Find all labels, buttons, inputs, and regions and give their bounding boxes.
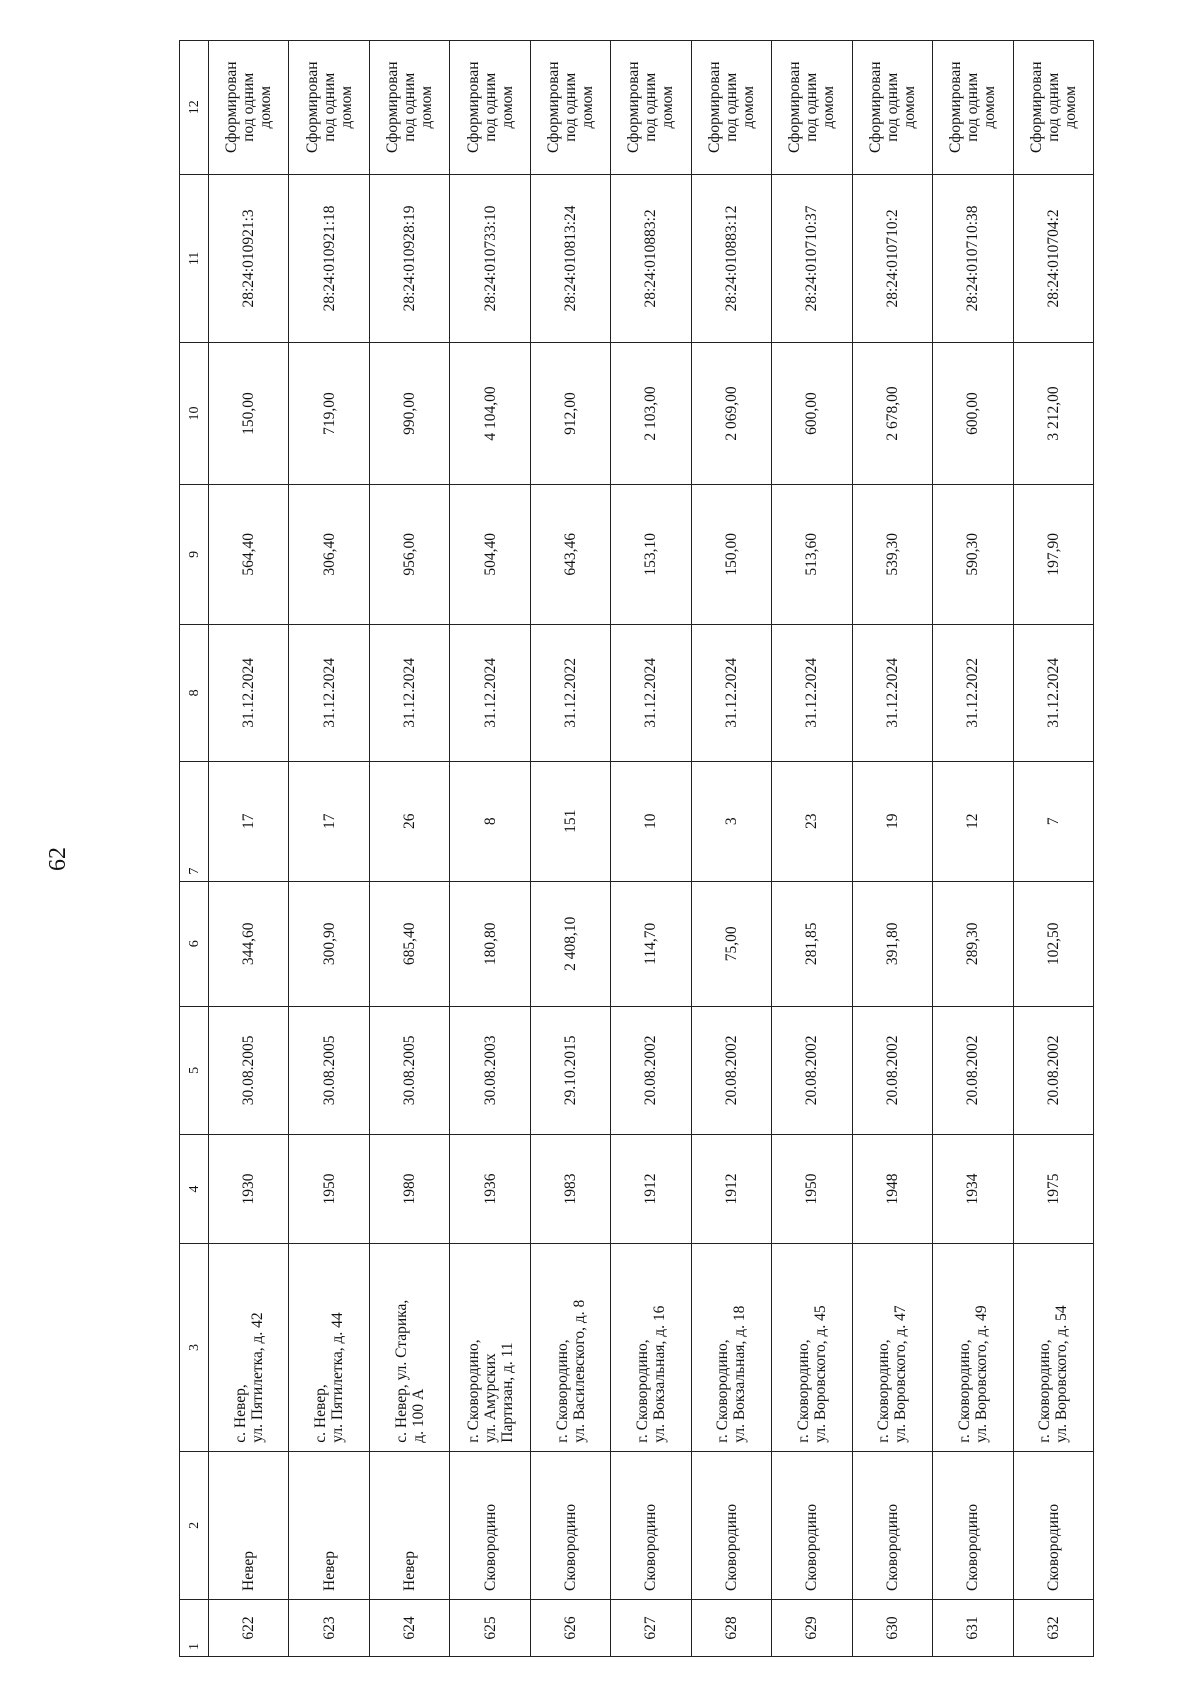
- locality-cell: Невер: [209, 1451, 289, 1599]
- cadastral-number-cell: 28:24:010704:2: [1013, 174, 1093, 343]
- row-number: 631: [933, 1599, 1013, 1656]
- cadastral-number-cell: 28:24:010813:24: [530, 174, 610, 343]
- row-number: 623: [289, 1599, 369, 1656]
- plot-area-cell: 150,00: [209, 343, 289, 484]
- register-table-wrapper: [179, 40, 1094, 1657]
- column-header: 6: [180, 881, 209, 1006]
- plot-status-cell: Сформирован под одним домом: [691, 41, 771, 175]
- plot-status-cell: Сформирован под одним домом: [1013, 41, 1093, 175]
- residents-cell: 8: [450, 761, 530, 881]
- locality-cell: Сковородино: [611, 1451, 691, 1599]
- living-area-cell: 197,90: [1013, 484, 1093, 624]
- address-cell: г. Сковородино, ул. Воровского, д. 49: [933, 1244, 1013, 1452]
- living-area-cell: 539,30: [852, 484, 932, 624]
- column-header: 8: [180, 624, 209, 761]
- date-cell: 30.08.2005: [369, 1007, 449, 1135]
- column-header: 5: [180, 1007, 209, 1135]
- address-cell: г. Сковородино, ул. Вокзальная, д. 16: [611, 1244, 691, 1452]
- cadastral-number-cell: 28:24:010921:18: [289, 174, 369, 343]
- deadline-cell: 31.12.2022: [933, 624, 1013, 761]
- address-cell: г. Сковородино, ул. Амурских Партизан, д. 11: [450, 1244, 530, 1452]
- locality-cell: Невер: [289, 1451, 369, 1599]
- plot-status-cell: Сформирован под одним домом: [852, 41, 932, 175]
- area-cell: 75,00: [691, 881, 771, 1006]
- date-cell: 30.08.2005: [209, 1007, 289, 1135]
- area-cell: 344,60: [209, 881, 289, 1006]
- residents-cell: 3: [691, 761, 771, 881]
- address-cell: г. Сковородино, ул. Вокзальная, д. 18: [691, 1244, 771, 1452]
- row-number: 622: [209, 1599, 289, 1656]
- locality-cell: Сковородино: [691, 1451, 771, 1599]
- plot-status-cell: Сформирован под одним домом: [289, 41, 369, 175]
- row-number: 628: [691, 1599, 771, 1656]
- deadline-cell: 31.12.2024: [852, 624, 932, 761]
- year-cell: 1950: [289, 1134, 369, 1243]
- address-cell: г. Сковородино, ул. Василевского, д. 8: [530, 1244, 610, 1452]
- plot-status-cell: Сформирован под одним домом: [772, 41, 852, 175]
- cadastral-number-cell: 28:24:010883:12: [691, 174, 771, 343]
- year-cell: 1948: [852, 1134, 932, 1243]
- table-row: [1013, 41, 1093, 1657]
- plot-area-cell: 2 069,00: [691, 343, 771, 484]
- year-cell: 1930: [209, 1134, 289, 1243]
- date-cell: 20.08.2002: [772, 1007, 852, 1135]
- cadastral-number-cell: 28:24:010710:2: [852, 174, 932, 343]
- area-cell: 102,50: [1013, 881, 1093, 1006]
- row-number: 626: [530, 1599, 610, 1656]
- column-number-row: [180, 41, 209, 1657]
- plot-area-cell: 2 678,00: [852, 343, 932, 484]
- address-cell: с. Невер, ул. Пятилетка, д. 44: [289, 1244, 369, 1452]
- deadline-cell: 31.12.2024: [691, 624, 771, 761]
- locality-cell: Невер: [369, 1451, 449, 1599]
- year-cell: 1912: [691, 1134, 771, 1243]
- column-header: 3: [180, 1244, 209, 1452]
- plot-status-cell: Сформирован под одним домом: [209, 41, 289, 175]
- locality-cell: Сковородино: [852, 1451, 932, 1599]
- locality-cell: Сковородино: [933, 1451, 1013, 1599]
- area-cell: 114,70: [611, 881, 691, 1006]
- cadastral-number-cell: 28:24:010921:3: [209, 174, 289, 343]
- residents-cell: 17: [209, 761, 289, 881]
- plot-area-cell: 4 104,00: [450, 343, 530, 484]
- date-cell: 20.08.2002: [933, 1007, 1013, 1135]
- area-cell: 685,40: [369, 881, 449, 1006]
- row-number: 624: [369, 1599, 449, 1656]
- living-area-cell: 504,40: [450, 484, 530, 624]
- year-cell: 1983: [530, 1134, 610, 1243]
- deadline-cell: 31.12.2024: [289, 624, 369, 761]
- living-area-cell: 150,00: [691, 484, 771, 624]
- cadastral-number-cell: 28:24:010883:2: [611, 174, 691, 343]
- area-cell: 180,80: [450, 881, 530, 1006]
- plot-status-cell: Сформирован под одним домом: [450, 41, 530, 175]
- plot-status-cell: Сформирован под одним домом: [611, 41, 691, 175]
- plot-status-cell: Сформирован под одним домом: [933, 41, 1013, 175]
- residents-cell: 7: [1013, 761, 1093, 881]
- row-number: 625: [450, 1599, 530, 1656]
- row-number: 630: [852, 1599, 932, 1656]
- column-header: 7: [180, 761, 209, 881]
- table-row: [772, 41, 852, 1657]
- cadastral-number-cell: 28:24:010733:10: [450, 174, 530, 343]
- deadline-cell: 31.12.2022: [530, 624, 610, 761]
- date-cell: 20.08.2002: [611, 1007, 691, 1135]
- table-row: [611, 41, 691, 1657]
- date-cell: 30.08.2003: [450, 1007, 530, 1135]
- plot-status-cell: Сформирован под одним домом: [530, 41, 610, 175]
- table-row: [450, 41, 530, 1657]
- row-number: 632: [1013, 1599, 1093, 1656]
- column-header: 10: [180, 343, 209, 484]
- column-header: 11: [180, 174, 209, 343]
- area-cell: 300,90: [289, 881, 369, 1006]
- residents-cell: 12: [933, 761, 1013, 881]
- row-number: 629: [772, 1599, 852, 1656]
- year-cell: 1980: [369, 1134, 449, 1243]
- table-row: [691, 41, 771, 1657]
- column-header: 4: [180, 1134, 209, 1243]
- page-number: 62: [45, 847, 71, 871]
- locality-cell: Сковородино: [1013, 1451, 1093, 1599]
- column-header: 12: [180, 41, 209, 175]
- residents-cell: 151: [530, 761, 610, 881]
- date-cell: 20.08.2002: [691, 1007, 771, 1135]
- plot-area-cell: 912,00: [530, 343, 610, 484]
- date-cell: 30.08.2005: [289, 1007, 369, 1135]
- address-cell: г. Сковородино, ул. Воровского, д. 45: [772, 1244, 852, 1452]
- living-area-cell: 153,10: [611, 484, 691, 624]
- address-cell: с. Невер, ул. Старика, д. 100 А: [369, 1244, 449, 1452]
- date-cell: 20.08.2002: [852, 1007, 932, 1135]
- deadline-cell: 31.12.2024: [611, 624, 691, 761]
- area-cell: 289,30: [933, 881, 1013, 1006]
- area-cell: 281,85: [772, 881, 852, 1006]
- plot-area-cell: 2 103,00: [611, 343, 691, 484]
- area-cell: 391,80: [852, 881, 932, 1006]
- plot-area-cell: 719,00: [289, 343, 369, 484]
- deadline-cell: 31.12.2024: [1013, 624, 1093, 761]
- cadastral-number-cell: 28:24:010710:37: [772, 174, 852, 343]
- plot-area-cell: 3 212,00: [1013, 343, 1093, 484]
- residents-cell: 10: [611, 761, 691, 881]
- plot-area-cell: 600,00: [772, 343, 852, 484]
- living-area-cell: 956,00: [369, 484, 449, 624]
- table-row: [852, 41, 932, 1657]
- date-cell: 20.08.2002: [1013, 1007, 1093, 1135]
- living-area-cell: 306,40: [289, 484, 369, 624]
- residents-cell: 17: [289, 761, 369, 881]
- area-cell: 2 408,10: [530, 881, 610, 1006]
- column-header: 2: [180, 1451, 209, 1599]
- year-cell: 1950: [772, 1134, 852, 1243]
- deadline-cell: 31.12.2024: [369, 624, 449, 761]
- locality-cell: Сковородино: [530, 1451, 610, 1599]
- plot-area-cell: 600,00: [933, 343, 1013, 484]
- table-row: [530, 41, 610, 1657]
- plot-area-cell: 990,00: [369, 343, 449, 484]
- deadline-cell: 31.12.2024: [772, 624, 852, 761]
- year-cell: 1936: [450, 1134, 530, 1243]
- table-row: [933, 41, 1013, 1657]
- table-row: [289, 41, 369, 1657]
- table-row: [209, 41, 289, 1657]
- residents-cell: 23: [772, 761, 852, 881]
- address-cell: с. Невер, ул. Пятилетка, д. 42: [209, 1244, 289, 1452]
- residents-cell: 19: [852, 761, 932, 881]
- deadline-cell: 31.12.2024: [209, 624, 289, 761]
- column-header: 1: [180, 1599, 209, 1656]
- living-area-cell: 513,60: [772, 484, 852, 624]
- address-cell: г. Сковородино, ул. Воровского, д. 47: [852, 1244, 932, 1452]
- year-cell: 1912: [611, 1134, 691, 1243]
- year-cell: 1934: [933, 1134, 1013, 1243]
- row-number: 627: [611, 1599, 691, 1656]
- cadastral-number-cell: 28:24:010710:38: [933, 174, 1013, 343]
- column-header: 9: [180, 484, 209, 624]
- living-area-cell: 590,30: [933, 484, 1013, 624]
- cadastral-number-cell: 28:24:010928:19: [369, 174, 449, 343]
- address-cell: г. Сковородино, ул. Воровского, д. 54: [1013, 1244, 1093, 1452]
- plot-status-cell: Сформирован под одним домом: [369, 41, 449, 175]
- housing-register-table: [179, 40, 1094, 1657]
- locality-cell: Сковородино: [450, 1451, 530, 1599]
- living-area-cell: 643,46: [530, 484, 610, 624]
- deadline-cell: 31.12.2024: [450, 624, 530, 761]
- residents-cell: 26: [369, 761, 449, 881]
- table-row: [369, 41, 449, 1657]
- living-area-cell: 564,40: [209, 484, 289, 624]
- date-cell: 29.10.2015: [530, 1007, 610, 1135]
- locality-cell: Сковородино: [772, 1451, 852, 1599]
- year-cell: 1975: [1013, 1134, 1093, 1243]
